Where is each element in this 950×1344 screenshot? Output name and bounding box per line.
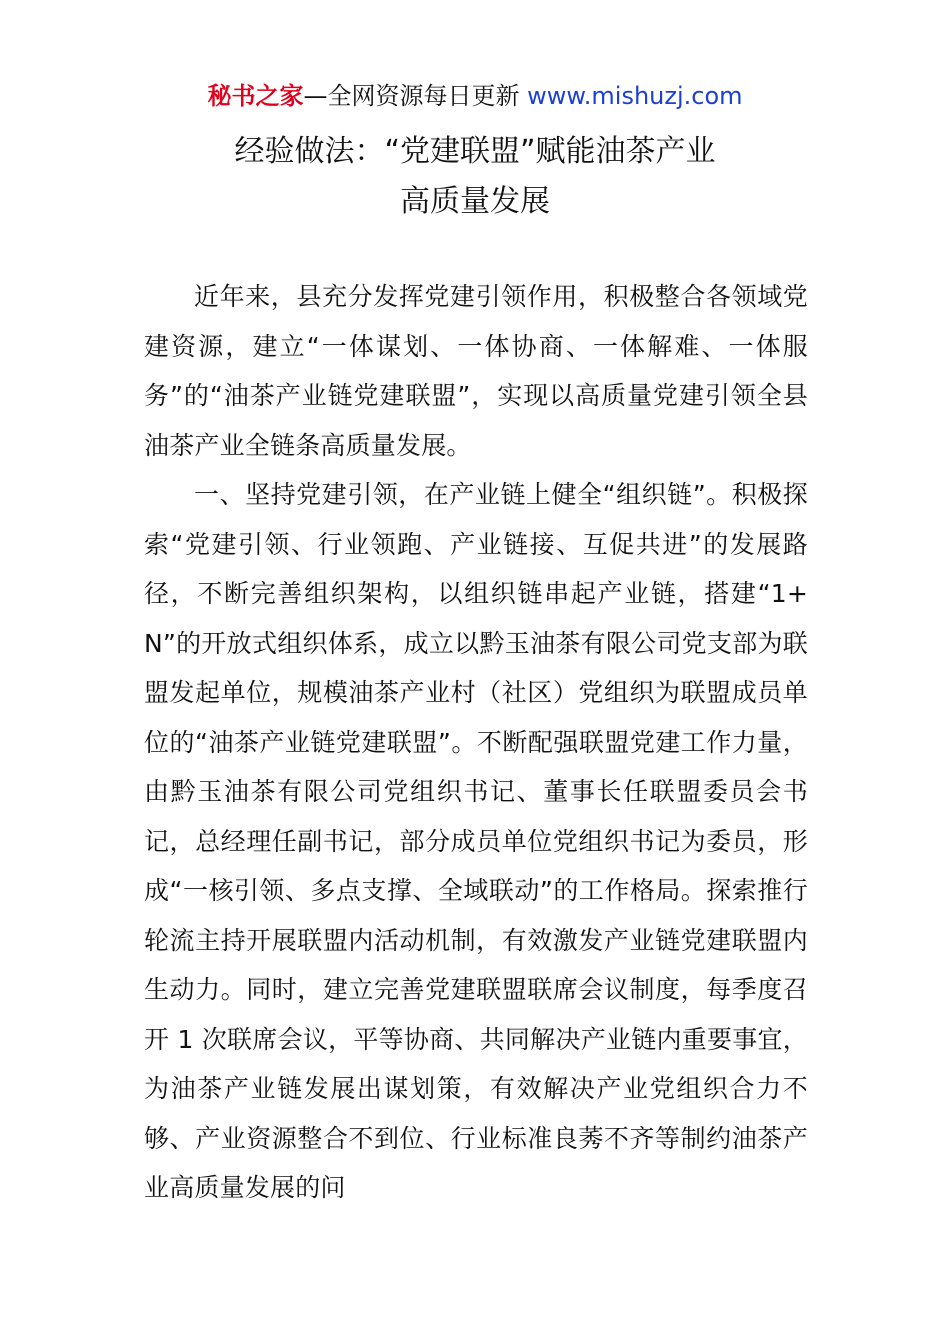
paragraph-2: 一、坚持党建引领，在产业链上健全“组织链”。积极探索“党建引领、行业领跑、产业链接、互促共进”的发展路径，不断完善组织架构，以组织链串起产业链，搭建“1+N”的开放式组织体系，成立以黔玉油茶有限公司党支部为联盟发起单位，规模油茶产业村（社区）党组织为联盟成员单位的“油茶产业链党建联盟”。不断配强联盟党建工作力量，由黔玉油茶有限公司党组织书记、董事长任联盟委员会书记，总经理任副书记，部分成员单位党组织书记为委员，形成“一核引领、多点支撑、全域联动”的工作格局。探索推行轮流主持开展联盟内活动机制，有效激发产业链党建联盟内生动力。同时，建立完善党建联盟联席会议制度，每季度召开 1 次联席会议，平等协商、共同解决产业链内重要事宜，为油茶产业链发展出谋划策，有效解决产业党组织合力不够、产业资源整合不到位、行业标准良莠不齐等制约油茶产业高质量发展的问 bbox=[144, 480, 808, 1202]
site-header bbox=[0, 80, 950, 112]
site-brand: 秘书之家 bbox=[207, 82, 304, 110]
site-tagline: —全网资源每日更新 bbox=[303, 82, 528, 110]
site-url-link[interactable]: www.mishuzj.com bbox=[527, 82, 743, 110]
document-title bbox=[0, 127, 950, 227]
paragraph-1: 近年来，县充分发挥党建引领作用，积极整合各领域党建资源，建立“一体谋划、一体协商、一体解难、一体服务”的“油茶产业链党建联盟”，实现以高质量党建引领全县油茶产业全链条高质量发展。 bbox=[144, 282, 808, 460]
title-line-1: 经验做法：“党建联盟”赋能油茶产业 bbox=[234, 134, 716, 169]
title-line-2: 高质量发展 bbox=[400, 184, 550, 219]
document-body bbox=[144, 272, 808, 1213]
